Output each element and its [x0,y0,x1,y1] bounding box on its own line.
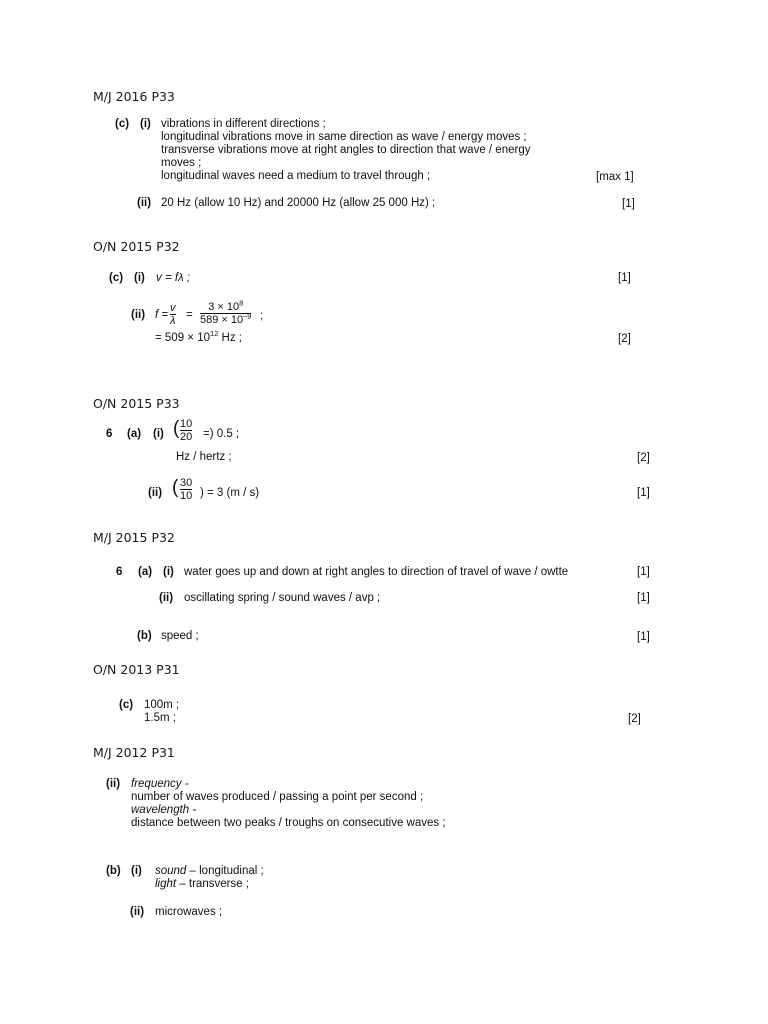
fraction [200,298,252,326]
answer-line: oscillating spring / sound waves / avp ; [184,592,381,604]
mark-allocation: [1] [637,631,650,643]
part-label: (c) [115,118,130,130]
answer-line: = $509 \times 10^{12}$ Hz ; [155,329,242,344]
mark-allocation: [1] [622,198,635,210]
fraction [180,477,192,502]
answer-line: 20 Hz (allow 10 Hz) and 20000 Hz (allow 25 000 Hz) ; [161,197,436,209]
definition: number of waves produced / passing a point per second ; [131,791,424,803]
subpart-label: (ii) [137,197,152,209]
mark-allocation: [1] [637,487,650,499]
answer-line: =) 0.5 ; [203,428,240,440]
part-label: (c) [119,699,134,711]
part-label: (a) [127,428,142,440]
definition: distance between two peaks / troughs on consecutive waves ; [131,817,446,829]
answer-line: sound – longitudinal ; [155,865,264,877]
equation-lhs: f = [155,309,169,321]
fraction [180,418,192,443]
answer-line: 100m ; [144,699,180,711]
mark-allocation: [1] [618,272,631,284]
answer-line: speed ; [161,630,199,642]
answer-line: microwaves ; [155,906,223,918]
answer-line: Hz / hertz ; [176,451,232,463]
fraction-numerator: 30 [180,477,193,489]
answer-line: water goes up and down at right angles to direction of travel of wave / owtte [184,566,569,578]
section-heading: O/N 2015 P33 [93,396,180,411]
subpart-label: (i) [163,566,174,578]
subpart-label: (ii) [130,906,145,918]
subpart-label: (ii) [106,778,121,790]
term: frequency - [131,778,189,790]
answer-line: longitudinal vibrations move in same direction as wave / energy moves ; [161,131,527,143]
subpart-label: (i) [140,118,151,130]
mark-allocation: [2] [637,452,650,464]
answer-line: transverse vibrations move at right angles to direction that wave / energy [161,144,531,156]
section-heading: M/J 2012 P31 [93,745,175,760]
fraction-numerator: $3 \times 10^8$ [208,298,244,313]
section-heading: O/N 2015 P32 [93,239,180,254]
answer-line: ) = 3 (m / s) [200,487,260,499]
question-number: 6 [116,566,123,578]
fraction [170,302,176,327]
equals-sign: = [186,309,193,321]
fraction-numerator: 10 [180,418,193,430]
equation: v = fλ ; [156,272,191,284]
subpart-label: (ii) [131,309,146,321]
part-label: (b) [106,865,121,877]
section-heading: O/N 2013 P31 [93,662,180,677]
fraction-denominator: 10 [180,490,193,502]
semicolon: ; [260,310,264,322]
part-label: (b) [137,630,152,642]
subpart-label: (i) [134,272,145,284]
section-heading: M/J 2016 P33 [93,89,175,104]
mark-allocation: [2] [618,333,631,345]
subpart-label: (i) [153,428,164,440]
mark-allocation: [1] [637,566,650,578]
answer-line: light – transverse ; [155,878,249,890]
subpart-label: (ii) [148,487,163,499]
section-heading: M/J 2015 P32 [93,530,175,545]
question-number: 6 [106,428,113,440]
answer-line: longitudinal waves need a medium to travel through ; [161,170,431,182]
mark-allocation: [1] [637,592,650,604]
answer-line: vibrations in different directions ; [161,118,326,130]
fraction-numerator: v [170,302,176,314]
fraction-denominator: λ [170,315,176,327]
subpart-label: (ii) [159,592,174,604]
mark-allocation: [max 1] [596,171,634,183]
part-label: (c) [109,272,124,284]
answer-line: moves ; [161,157,202,169]
term: wavelength - [131,804,197,816]
open-paren: ( [173,418,180,439]
fraction-denominator: $589 \times 10^{-9}$ [200,311,252,326]
open-paren: ( [172,477,179,498]
subpart-label: (i) [131,865,142,877]
part-label: (a) [138,566,153,578]
fraction-denominator: 20 [180,431,193,443]
mark-allocation: [2] [628,713,641,725]
answer-line: 1.5m ; [144,712,176,724]
